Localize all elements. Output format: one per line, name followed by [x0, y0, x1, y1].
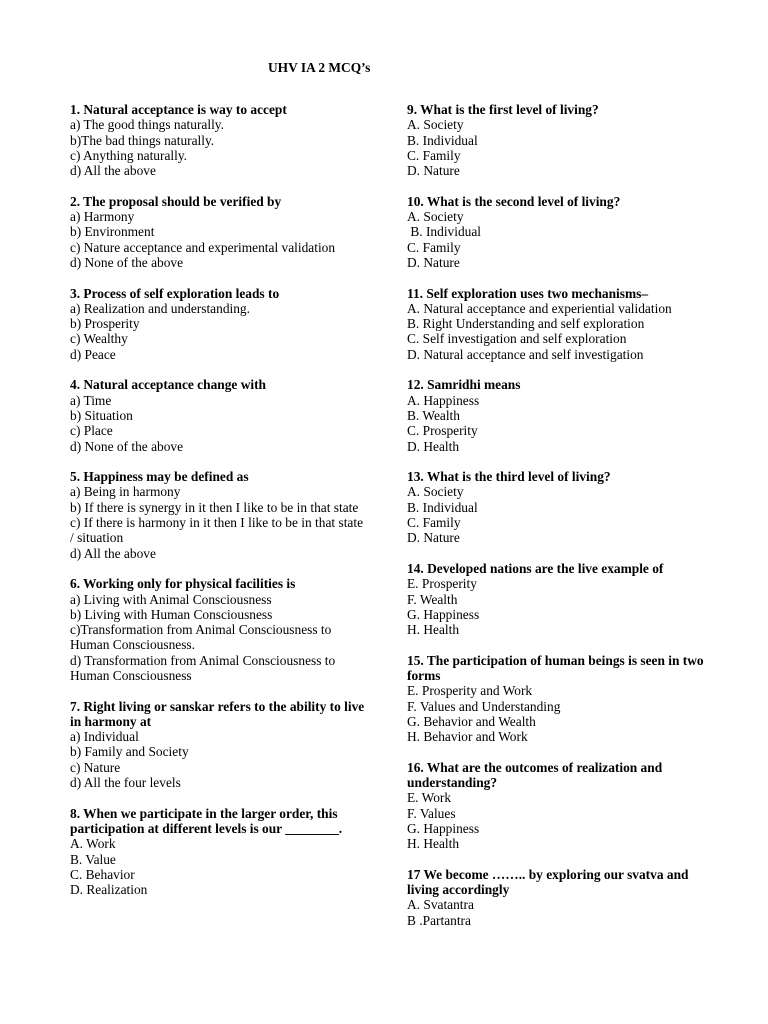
option: D. Nature: [407, 530, 460, 546]
option: B. Wealth: [407, 407, 460, 423]
option: b) If there is synergy in it then I like to be in that state: [70, 499, 359, 515]
option: A. Society: [407, 484, 464, 500]
question-text: 12. Samridhi means: [407, 377, 521, 393]
question-text: 13. What is the third level of living?: [407, 469, 611, 485]
question-block: [407, 102, 707, 178]
option: B. Individual: [407, 499, 478, 515]
option: C. Family: [407, 239, 461, 255]
question-text: 1. Natural acceptance is way to accept: [70, 102, 287, 117]
option: c) If there is harmony in it then I like to be in that state / situation: [70, 515, 364, 546]
option: c) Wealthy: [70, 331, 128, 347]
option: c)Transformation from Animal Consciousness to Human Consciousness.: [70, 622, 332, 653]
right-column: [407, 102, 707, 943]
option: c) Place: [70, 423, 113, 439]
option: b) Prosperity: [70, 316, 140, 332]
option: b) Situation: [70, 407, 133, 423]
question-block: [70, 102, 370, 178]
option: B. Value: [70, 851, 116, 867]
option: a) Realization and understanding.: [70, 300, 250, 316]
question-text: 14. Developed nations are the live example of: [407, 560, 664, 576]
question-block: [407, 867, 707, 928]
option: d) All the above: [70, 163, 156, 179]
question-text: 3. Process of self exploration leads to: [70, 285, 280, 301]
question-text: 6. Working only for physical facilities is: [70, 576, 296, 592]
option: H. Health: [407, 622, 460, 638]
question-block: [70, 806, 370, 898]
option: A. Work: [70, 836, 116, 852]
option: b) Living with Human Consciousness: [70, 606, 273, 622]
option: d) All the four levels: [70, 775, 181, 791]
option: G. Behavior and Wealth: [407, 713, 536, 729]
option: E. Prosperity and Work: [407, 683, 533, 699]
question-block: [70, 286, 370, 362]
option: C. Behavior: [70, 866, 135, 882]
option: a) Individual: [70, 729, 139, 745]
option: A. Natural acceptance and experiential validation: [407, 300, 672, 316]
option: G. Happiness: [407, 820, 480, 836]
option: B. Right Understanding and self exploration: [407, 316, 645, 332]
option: E. Work: [407, 790, 452, 806]
question-block: [70, 576, 370, 683]
option: C. Prosperity: [407, 423, 478, 439]
document-title: UHV IA 2 MCQ’s: [268, 60, 371, 75]
question-block: [407, 653, 707, 745]
option: D. Health: [407, 438, 460, 454]
left-column: [70, 102, 370, 913]
option: G. Happiness: [407, 606, 480, 622]
option: a) The good things naturally.: [70, 117, 224, 133]
option: F. Values and Understanding: [407, 698, 561, 714]
question-text: 7. Right living or sanskar refers to the ability to live in harmony at: [70, 698, 365, 729]
option: a) Being in harmony: [70, 484, 181, 500]
option: A. Society: [407, 209, 464, 225]
question-text: 4. Natural acceptance change with: [70, 377, 266, 393]
option: A. Happiness: [407, 392, 480, 408]
question-text: 11. Self exploration uses two mechanisms–: [407, 285, 649, 301]
option: d) All the above: [70, 545, 156, 561]
option: B. Individual: [407, 132, 478, 148]
option: c) Nature acceptance and experimental validation: [70, 239, 336, 255]
option: c) Nature: [70, 759, 121, 775]
option: b) Family and Society: [70, 744, 189, 760]
option: d) Transformation from Animal Consciousness to Human Consciousness: [70, 652, 336, 683]
option: D. Nature: [407, 163, 460, 179]
option: C. Family: [407, 147, 461, 163]
option: A. Svatantra: [407, 897, 474, 913]
option: d) None of the above: [70, 438, 184, 454]
option: B. Individual: [407, 224, 482, 240]
question-text: 15. The participation of human beings is seen in two forms: [407, 652, 704, 683]
option: H. Behavior and Work: [407, 729, 528, 745]
question-block: [407, 561, 707, 637]
question-text: 8. When we participate in the larger order, this participation at different levels is our ________.: [70, 805, 343, 836]
option: F. Values: [407, 805, 456, 821]
question-block: [407, 377, 707, 453]
question-block: [407, 194, 707, 270]
option: a) Living with Animal Consciousness: [70, 591, 272, 607]
option: d) None of the above: [70, 254, 184, 270]
option: C. Self investigation and self exploration: [407, 331, 627, 347]
option: D. Realization: [70, 882, 148, 898]
option: b)The bad things naturally.: [70, 132, 215, 148]
question-text: 17 We become …….. by exploring our svatva and living accordingly: [407, 866, 689, 898]
option: c) Anything naturally.: [70, 147, 188, 163]
question-text: 9. What is the first level of living?: [407, 102, 599, 117]
option: b) Environment: [70, 224, 155, 240]
option: A. Society: [407, 117, 464, 133]
question-text: 5. Happiness may be defined as: [70, 469, 249, 485]
question-text: 16. What are the outcomes of realization and understanding?: [407, 759, 663, 791]
option: C. Family: [407, 515, 461, 531]
question-block: [407, 760, 707, 852]
question-block: [70, 194, 370, 270]
option: a) Time: [70, 392, 112, 408]
question-text: 10. What is the second level of living?: [407, 193, 621, 209]
question-block: [70, 377, 370, 453]
option: F. Wealth: [407, 591, 458, 607]
option: D. Natural acceptance and self investigation: [407, 346, 644, 362]
question-block: [70, 699, 370, 791]
question-text: 2. The proposal should be verified by: [70, 193, 282, 209]
option: H. Health: [407, 836, 460, 852]
option: a) Harmony: [70, 209, 135, 225]
question-block: [407, 286, 707, 362]
question-block: [70, 469, 370, 561]
option: D. Nature: [407, 254, 460, 270]
option: B .Partantra: [407, 912, 471, 928]
option: E. Prosperity: [407, 576, 477, 592]
option: d) Peace: [70, 346, 116, 362]
question-block: [407, 469, 707, 545]
